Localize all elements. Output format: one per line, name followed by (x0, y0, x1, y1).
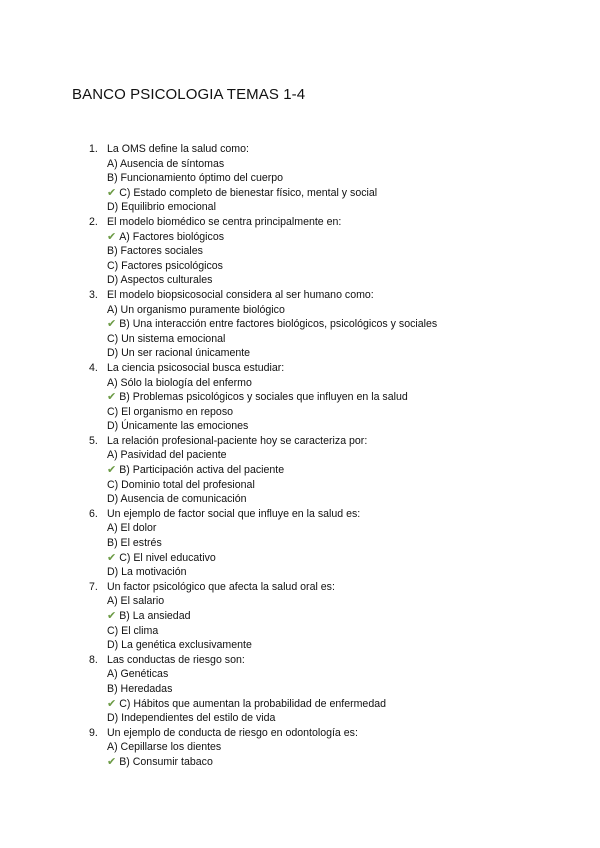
question-item (89, 215, 569, 288)
page-title: BANCO PSICOLOGIA TEMAS 1-4 (72, 86, 306, 103)
answer-option (89, 259, 569, 274)
answer-text: D) La motivación (107, 566, 187, 579)
checkmark-icon: ✔ (107, 318, 117, 331)
question-line (89, 288, 569, 303)
checkmark-icon: ✔ (107, 391, 117, 404)
answer-text: B) Consumir tabaco (119, 755, 213, 768)
answer-text: C) Estado completo de bienestar físico, mental y social (119, 186, 378, 199)
answer-option-correct (89, 390, 569, 405)
answer-text: D) La genética exclusivamente (107, 639, 252, 652)
answer-option (89, 711, 569, 726)
question-list (89, 142, 569, 770)
answer-option-correct (89, 317, 569, 332)
answer-text: D) Aspectos culturales (107, 274, 213, 287)
question-item (89, 142, 569, 215)
answer-text: B) Una interacción entre factores biológicos, psicológicos y sociales (119, 318, 438, 331)
answer-text: D) Equilibrio emocional (107, 201, 216, 214)
answer-option (89, 667, 569, 682)
question-line (89, 215, 569, 230)
answer-text: D) Independientes del estilo de vida (107, 712, 276, 725)
answer-text: C) Hábitos que aumentan la probabilidad de enfermedad (119, 697, 387, 710)
answer-option-correct (89, 186, 569, 201)
answer-option (89, 303, 569, 318)
answer-text: C) Factores psicológicos (107, 259, 223, 272)
question-item (89, 726, 569, 770)
answer-option (89, 405, 569, 420)
answer-option (89, 332, 569, 347)
question-item (89, 507, 569, 580)
answer-option (89, 346, 569, 361)
question-line (89, 507, 569, 522)
answer-text: C) Dominio total del profesional (107, 478, 255, 491)
answer-text: D) Ausencia de comunicación (107, 493, 247, 506)
answer-text: C) Un sistema emocional (107, 332, 226, 345)
answer-option (89, 478, 569, 493)
question-number: 5. (89, 434, 98, 447)
answer-text: A) Genéticas (107, 668, 169, 681)
checkmark-icon: ✔ (107, 230, 117, 243)
answer-text: B) El estrés (107, 537, 162, 550)
question-item (89, 288, 569, 361)
answer-text: A) Sólo la biología del enfermo (107, 376, 252, 389)
answer-text: A) El dolor (107, 522, 157, 535)
question-number: 1. (89, 143, 98, 155)
answer-text: B) Factores sociales (107, 245, 203, 258)
answer-option (89, 448, 569, 463)
question-text: Las conductas de riesgo son: (107, 653, 245, 666)
answer-text: C) El clima (107, 624, 159, 637)
answer-option-correct (89, 463, 569, 478)
answer-option (89, 171, 569, 186)
question-line (89, 653, 569, 668)
answer-option (89, 376, 569, 391)
answer-option (89, 536, 569, 551)
answer-text: D) Un ser racional únicamente (107, 347, 251, 360)
answer-option (89, 492, 569, 507)
question-item (89, 653, 569, 726)
question-text: Un factor psicológico que afecta la salud oral es: (107, 580, 335, 593)
answer-text: C) El organismo en reposo (107, 405, 234, 418)
question-text: La ciencia psicosocial busca estudiar: (107, 361, 285, 374)
question-number: 4. (89, 361, 98, 374)
answer-option (89, 638, 569, 653)
answer-option (89, 244, 569, 259)
answer-text: A) Factores biológicos (119, 230, 225, 243)
answer-text: A) Un organismo puramente biológico (107, 303, 285, 316)
answer-option-correct (89, 755, 569, 770)
question-line (89, 361, 569, 376)
question-item (89, 580, 569, 653)
checkmark-icon: ✔ (107, 551, 117, 564)
answer-option (89, 273, 569, 288)
question-number: 6. (89, 507, 98, 520)
answer-option (89, 200, 569, 215)
question-text: La relación profesional-paciente hoy se caracteriza por: (107, 434, 368, 447)
checkmark-icon: ✔ (107, 186, 117, 199)
question-text: El modelo biomédico se centra principalmente en: (107, 215, 342, 228)
answer-text: B) Problemas psicológicos y sociales que influyen en la salud (119, 391, 408, 404)
answer-option-correct (89, 551, 569, 566)
question-number: 9. (89, 726, 98, 739)
question-number: 3. (89, 288, 98, 301)
question-number: 2. (89, 215, 98, 228)
question-number: 8. (89, 653, 98, 666)
answer-option-correct (89, 609, 569, 624)
checkmark-icon: ✔ (107, 697, 117, 710)
question-line (89, 580, 569, 595)
question-number: 7. (89, 580, 98, 593)
answer-text: A) El salario (107, 595, 165, 608)
answer-option-correct (89, 697, 569, 712)
answer-text: B) Heredadas (107, 682, 173, 695)
question-text: Un ejemplo de conducta de riesgo en odontología es: (107, 726, 358, 739)
answer-text: A) Pasividad del paciente (107, 449, 227, 462)
answer-text: B) Funcionamiento óptimo del cuerpo (107, 172, 284, 185)
question-line (89, 726, 569, 741)
answer-text: A) Cepillarse los dientes (107, 741, 222, 754)
answer-option (89, 565, 569, 580)
answer-option (89, 521, 569, 536)
checkmark-icon: ✔ (107, 464, 117, 477)
question-item (89, 434, 569, 507)
question-line (89, 434, 569, 449)
answer-option (89, 740, 569, 755)
answer-option (89, 594, 569, 609)
answer-option (89, 419, 569, 434)
question-text: Un ejemplo de factor social que influye en la salud es: (107, 507, 361, 520)
answer-text: D) Únicamente las emociones (107, 420, 249, 433)
answer-text: B) La ansiedad (119, 610, 191, 622)
answer-text: B) Participación activa del paciente (119, 464, 285, 477)
checkmark-icon: ✔ (107, 755, 117, 768)
checkmark-icon: ✔ (107, 610, 117, 622)
question-line (89, 142, 569, 157)
question-text: La OMS define la salud como: (107, 143, 249, 155)
answer-option (89, 624, 569, 639)
answer-option (89, 157, 569, 172)
question-item (89, 361, 569, 434)
answer-option-correct (89, 230, 569, 245)
answer-text: A) Ausencia de síntomas (107, 157, 225, 170)
question-text: El modelo biopsicosocial considera al ser humano como: (107, 288, 374, 301)
answer-option (89, 682, 569, 697)
answer-text: C) El nivel educativo (119, 551, 216, 564)
